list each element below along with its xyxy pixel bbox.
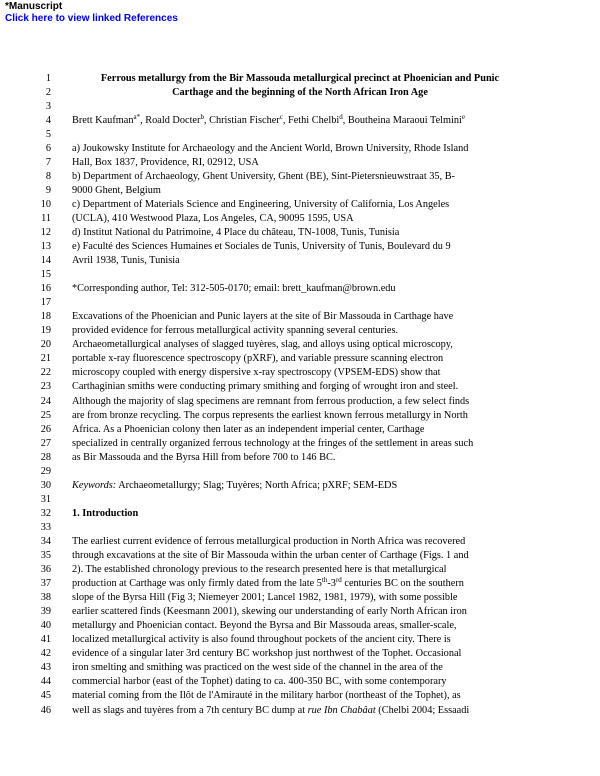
author-separator: , xyxy=(140,114,146,126)
manuscript-line xyxy=(0,619,600,633)
text-segment: production at Carthage was only firmly dated from the late 5 xyxy=(72,578,322,590)
body-text-line: metallurgy and Phoenician contact. Beyond the Byrsa and Bir Massouda areas, smaller-scale, xyxy=(72,620,457,632)
line-number: 19 xyxy=(40,325,51,337)
manuscript-line xyxy=(0,507,600,521)
line-number: 41 xyxy=(40,634,51,646)
body-text-line: material coming from the Ilôt de l'Amirauté in the military harbor (northeast of the Tophet), as xyxy=(72,690,461,702)
line-number: 14 xyxy=(40,255,51,267)
body-text-line: microscopy coupled with energy dispersive x-ray spectroscopy (VPSEM-EDS) show that xyxy=(72,367,441,379)
line-number: 13 xyxy=(40,241,51,253)
line-number: 22 xyxy=(40,367,51,379)
manuscript-line xyxy=(0,324,600,338)
author-affiliation-mark: a* xyxy=(133,112,141,121)
line-number: 12 xyxy=(40,226,51,238)
author-list xyxy=(72,114,465,128)
manuscript-line xyxy=(0,437,600,451)
manuscript-line xyxy=(0,704,600,718)
manuscript-line xyxy=(0,226,600,240)
body-text-line: commercial harbor (east of the Tophet) dating to ca. 400-350 BC, with some contemporary xyxy=(72,676,447,688)
paper-title-line: Carthage and the beginning of the North African Iron Age xyxy=(172,86,428,98)
author-name: Boutheina Maraoui Telmini xyxy=(347,114,462,126)
line-number: 34 xyxy=(40,535,51,547)
author-affiliation-mark: b xyxy=(200,112,204,121)
manuscript-line xyxy=(0,409,600,423)
author-name: Brett Kaufman xyxy=(72,114,134,126)
manuscript-line xyxy=(0,128,600,142)
line-number: 16 xyxy=(40,283,51,295)
body-text-line: (UCLA), 410 Westwood Plaza, Los Angeles, CA, 90095 1595, USA xyxy=(72,212,354,224)
line-number: 27 xyxy=(40,437,51,449)
line-number: 46 xyxy=(40,704,51,716)
body-text-line: Carthaginian smiths were conducting primary smithing and forging of wrought iron and steel. xyxy=(72,381,459,393)
manuscript-line xyxy=(0,549,600,563)
author-separator: , xyxy=(203,114,210,126)
ordinal-suffix: rd xyxy=(335,576,342,585)
manuscript-line xyxy=(0,100,600,114)
body-text-line: 2). The established chronology previous to the research presented here is that metallurgical xyxy=(72,564,447,576)
line-number: 11 xyxy=(41,212,51,224)
body-text-line: provided evidence for ferrous metallurgical activity spanning several centuries. xyxy=(72,325,399,337)
manuscript-line xyxy=(0,451,600,465)
body-text-line xyxy=(72,704,469,718)
line-number: 6 xyxy=(45,142,51,154)
author-name: Roald Docter xyxy=(145,114,201,126)
line-number: 29 xyxy=(40,465,51,477)
body-text-line: through excavations at the site of Bir Massouda within the urban center of Carthage (Figs. 1 and xyxy=(72,550,469,562)
paper-title-line: Ferrous metallurgy from the Bir Massouda metallurgical precinct at Phoenician and Punic xyxy=(100,72,500,84)
manuscript-label: *Manuscript xyxy=(5,1,63,12)
line-number: 24 xyxy=(40,395,51,407)
line-number: 42 xyxy=(40,648,51,660)
body-text-line: *Corresponding author, Tel: 312-505-0170; email: brett_kaufman@brown.edu xyxy=(72,283,396,295)
manuscript-line xyxy=(0,479,600,493)
manuscript-line xyxy=(0,366,600,380)
manuscript-line xyxy=(0,282,600,296)
manuscript-line xyxy=(0,689,600,703)
manuscript-line xyxy=(0,184,600,198)
line-number: 25 xyxy=(40,409,51,421)
line-number: 5 xyxy=(45,128,51,140)
line-number: 45 xyxy=(40,690,51,702)
line-number: 33 xyxy=(40,521,51,533)
body-text-line: Excavations of the Phoenician and Punic layers at the site of Bir Massouda in Carthage have xyxy=(72,311,454,323)
body-text-line: portable x-ray fluorescence spectroscopy (pXRF), and variable pressure scanning electron xyxy=(72,353,444,365)
line-number: 18 xyxy=(40,311,51,323)
manuscript-line xyxy=(0,310,600,324)
author-separator: , xyxy=(342,114,348,126)
line-number: 32 xyxy=(40,507,51,519)
manuscript-line xyxy=(0,198,600,212)
text-segment: centuries BC on the southern xyxy=(341,578,464,590)
line-number: 38 xyxy=(40,592,51,604)
body-text-line: d) Institut National du Patrimoine, 4 Place du château, TN-1008, Tunis, Tunisia xyxy=(72,226,400,238)
manuscript-line xyxy=(0,563,600,577)
author-affiliation-mark: d xyxy=(339,112,343,121)
body-text-line: Hall, Box 1837, Providence, RI, 02912, USA xyxy=(72,156,259,168)
body-text-line: e) Faculté des Sciences Humaines et Sociales de Tunis, University of Tunis, Boulevard du 9 xyxy=(72,241,451,253)
manuscript-line xyxy=(0,591,600,605)
body-text-line: Africa. As a Phoenician colony then later as an independent imperial center, Carthage xyxy=(72,423,425,435)
manuscript-line xyxy=(0,633,600,647)
body-text-line: are from bronze recycling. The corpus represents the earliest known ferrous metallurgy in North xyxy=(72,409,468,421)
manuscript-line xyxy=(0,114,600,128)
manuscript-line xyxy=(0,338,600,352)
author-name: Christian Fischer xyxy=(209,114,280,126)
body-text-line: c) Department of Materials Science and Engineering, University of California, Los Angeles xyxy=(72,198,450,210)
line-number: 3 xyxy=(45,100,51,112)
manuscript-line xyxy=(0,86,600,100)
manuscript-line xyxy=(0,142,600,156)
line-number: 40 xyxy=(40,620,51,632)
line-number: 20 xyxy=(40,339,51,351)
body-text-line: Archaeometallurgical analyses of slagged tuyères, slag, and alloys using optical microscopy, xyxy=(72,339,453,351)
author-name: Fethi Chelbi xyxy=(288,114,340,126)
manuscript-line xyxy=(0,521,600,535)
line-number: 31 xyxy=(40,493,51,505)
line-number: 4 xyxy=(45,114,51,126)
manuscript-line xyxy=(0,465,600,479)
line-number: 23 xyxy=(40,381,51,393)
author-affiliation-mark: e xyxy=(461,112,466,121)
italic-place-name: rue Ibn Chabâat xyxy=(307,704,376,716)
manuscript-line xyxy=(0,577,600,591)
section-heading: 1. Introduction xyxy=(72,507,139,519)
body-text-line: earlier scattered finds (Keesmann 2001), skewing our understanding of early North African iron xyxy=(72,606,467,618)
manuscript-line xyxy=(0,352,600,366)
line-number: 35 xyxy=(40,550,51,562)
line-number: 21 xyxy=(40,353,51,365)
body-text-line: a) Joukowsky Institute for Archaeology and the Ancient World, Brown University, Rhode Island xyxy=(72,142,469,154)
line-number: 10 xyxy=(40,198,51,210)
body-text-line: 9000 Ghent, Belgium xyxy=(72,184,161,196)
line-number: 30 xyxy=(40,479,51,491)
body-text-line: as Bir Massouda and the Byrsa Hill from before 700 to 146 BC. xyxy=(72,451,336,463)
manuscript-line xyxy=(0,535,600,549)
manuscript-line xyxy=(0,423,600,437)
line-number: 17 xyxy=(40,297,51,309)
linked-references-link[interactable]: Click here to view linked References xyxy=(5,13,178,24)
line-number: 39 xyxy=(40,606,51,618)
manuscript-line xyxy=(0,675,600,689)
text-segment: well as slags and tuyères from a 7th century BC dump at xyxy=(72,704,308,716)
manuscript-line xyxy=(0,156,600,170)
manuscript-line xyxy=(0,296,600,310)
manuscript-line xyxy=(0,605,600,619)
line-number: 2 xyxy=(45,86,51,98)
body-text-line xyxy=(72,577,464,591)
keywords-label: Keywords: xyxy=(72,479,117,491)
ordinal-suffix: th xyxy=(321,576,328,585)
manuscript-line xyxy=(0,395,600,409)
author-affiliation-mark: c xyxy=(279,112,283,121)
body-text-line: Although the majority of slag specimens are remnant from ferrous production, a few select finds xyxy=(72,395,470,407)
body-text-line: The earliest current evidence of ferrous metallurgical production in North Africa was recovered xyxy=(72,535,466,547)
line-number: 1 xyxy=(45,72,51,84)
line-number: 37 xyxy=(40,578,51,590)
line-number: 15 xyxy=(40,269,51,281)
line-number: 36 xyxy=(40,564,51,576)
manuscript-line xyxy=(0,493,600,507)
line-number: 43 xyxy=(40,662,51,674)
body-text-line: slope of the Byrsa Hill (Fig 3; Niemeyer 2001; Lancel 1982, 1981, 1979), with some possible xyxy=(72,592,458,604)
manuscript-line xyxy=(0,254,600,268)
manuscript-line xyxy=(0,380,600,394)
body-text-line: specialized in centrally organized ferrous technology at the fringes of the settlement in areas such xyxy=(72,437,474,449)
body-text-line: localized metallurgical activity is also found throughout pockets of the ancient city. There is xyxy=(72,634,451,646)
body-text-line: iron smelting and smithing was practiced on the west side of the channel in the area of the xyxy=(72,662,443,674)
manuscript-line xyxy=(0,212,600,226)
manuscript-line xyxy=(0,170,600,184)
body-text-line: b) Department of Archaeology, Ghent University, Ghent (BE), Sint-Pietersnieuwstraat 35, B- xyxy=(72,170,455,182)
line-number: 9 xyxy=(45,184,51,196)
body-text-line: evidence of a singular later 3rd century BC workshop just northwest of the Tophet. Occasional xyxy=(72,648,462,660)
author-separator: , xyxy=(282,114,288,126)
body-text-line: Avril 1938, Tunis, Tunisia xyxy=(72,255,180,267)
line-number: 44 xyxy=(40,676,51,688)
keywords-line xyxy=(72,479,397,493)
manuscript-line xyxy=(0,268,600,282)
line-number: 7 xyxy=(45,156,51,168)
line-number: 26 xyxy=(40,423,51,435)
manuscript-line xyxy=(0,661,600,675)
line-number: 28 xyxy=(40,451,51,463)
manuscript-line xyxy=(0,647,600,661)
line-number: 8 xyxy=(45,170,51,182)
keywords-values: Archaeometallurgy; Slag; Tuyères; North Africa; pXRF; SEM-EDS xyxy=(116,479,398,491)
text-segment: (Chelbi 2004; Essaadi xyxy=(375,704,470,716)
manuscript-line xyxy=(0,240,600,254)
text-segment: -3 xyxy=(327,578,336,590)
manuscript-line xyxy=(0,72,600,86)
